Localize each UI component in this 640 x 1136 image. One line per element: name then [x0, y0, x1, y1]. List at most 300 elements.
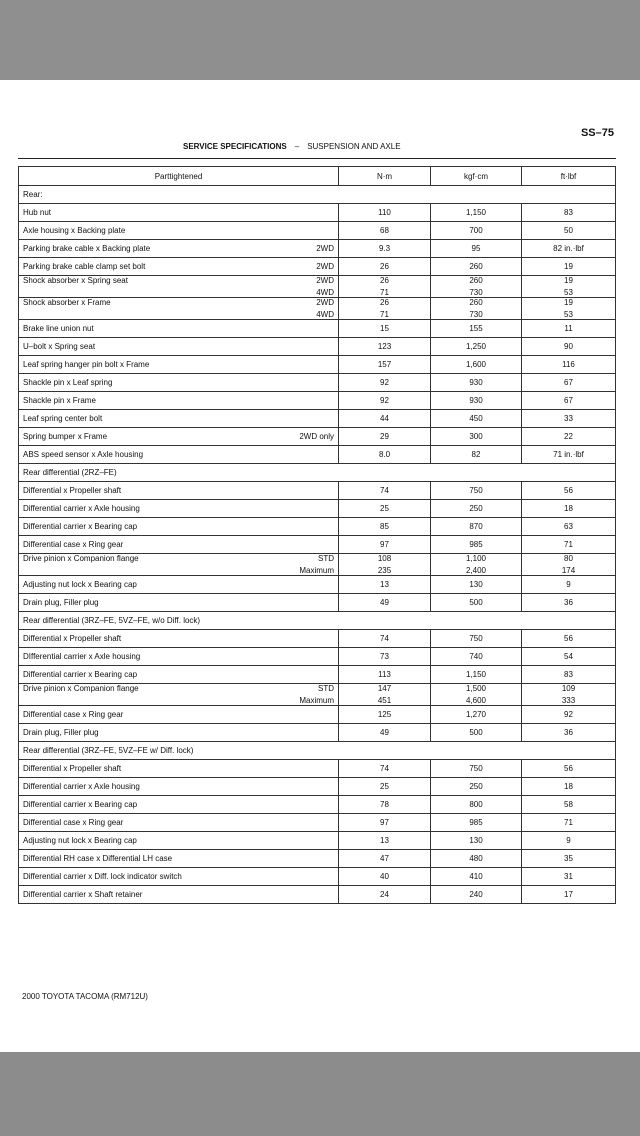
- part-name: DIfferential carrier x Axle housing: [23, 652, 141, 661]
- table-row: [19, 684, 616, 706]
- header-title: SERVICE SPECIFICATIONS: [183, 142, 287, 151]
- part-line: [23, 872, 334, 881]
- table-body: [19, 186, 616, 904]
- table-row: [19, 706, 616, 724]
- part-line: [23, 696, 334, 705]
- kgf-cell: [431, 338, 522, 356]
- nm-cell: [339, 446, 431, 464]
- nm-cell: [339, 518, 431, 536]
- value: 13: [380, 836, 389, 845]
- part-name: Differential carrier x Axle housing: [23, 782, 140, 791]
- section-row: [19, 742, 616, 760]
- ftlbf-cell: [522, 428, 616, 446]
- kgf-cell: [431, 630, 522, 648]
- kgf-cell: [431, 374, 522, 392]
- part-line: [23, 432, 334, 441]
- value: 116: [562, 360, 575, 369]
- nm-cell: [339, 536, 431, 554]
- value: 250: [469, 782, 483, 791]
- part-name: Leaf spring center bolt: [23, 414, 103, 423]
- kgf-cell: [431, 428, 522, 446]
- kgf-cell: [431, 814, 522, 832]
- nm-cell: [339, 684, 431, 706]
- ftlbf-cell: [522, 886, 616, 904]
- value: 71: [380, 310, 389, 319]
- kgf-cell: [431, 518, 522, 536]
- kgf-cell: [431, 258, 522, 276]
- nm-cell: [339, 868, 431, 886]
- value: 73: [380, 652, 389, 661]
- value: 985: [469, 818, 483, 827]
- nm-cell: [339, 222, 431, 240]
- value: 730: [469, 310, 483, 319]
- nm-cell: [339, 276, 431, 298]
- part-cell: [19, 778, 339, 796]
- value: 108: [377, 554, 392, 563]
- part-line: [23, 450, 334, 459]
- table-row: [19, 778, 616, 796]
- section-row: [19, 186, 616, 204]
- nm-cell: [339, 760, 431, 778]
- part-line: [23, 276, 334, 285]
- header-subtitle: SUSPENSION AND AXLE: [307, 142, 401, 151]
- ftlbf-cell: [522, 410, 616, 428]
- kgf-cell: [431, 648, 522, 666]
- part-line: [23, 634, 334, 643]
- value: 19: [564, 276, 573, 285]
- part-line: [23, 522, 334, 531]
- part-cell: [19, 814, 339, 832]
- value: 92: [380, 378, 389, 387]
- condition: 2WD: [316, 276, 334, 285]
- part-line: [23, 226, 334, 235]
- part-line: [23, 684, 334, 693]
- ftlbf-cell: [522, 482, 616, 500]
- part-cell: [19, 850, 339, 868]
- part-line: [23, 342, 334, 351]
- table-row: [19, 868, 616, 886]
- part-name: Drain plug, Filler plug: [23, 598, 99, 607]
- value: 31: [564, 872, 573, 881]
- part-name: Differential x Propeller shaft: [23, 486, 122, 495]
- part-cell: [19, 630, 339, 648]
- nm-cell: [339, 482, 431, 500]
- torque-spec-table: [18, 166, 616, 904]
- table-header-row: [19, 167, 616, 186]
- part-name: Drive pinion x Companion flange: [23, 554, 139, 563]
- section-label: Rear differential (3RZ–FE, 5VZ–FE w/ Diff. lock): [19, 742, 616, 760]
- part-line: [23, 262, 334, 271]
- ftlbf-cell: [522, 850, 616, 868]
- value: 750: [469, 486, 483, 495]
- kgf-cell: [431, 576, 522, 594]
- value: 33: [564, 414, 573, 423]
- nm-cell: [339, 778, 431, 796]
- value: 1,250: [465, 342, 487, 351]
- nm-cell: [339, 258, 431, 276]
- ftlbf-cell: [522, 204, 616, 222]
- ftlbf-cell: [522, 298, 616, 320]
- footer-model: 2000 TOYOTA TACOMA (RM712U): [22, 992, 148, 1001]
- part-line: [23, 764, 334, 773]
- value: 83: [564, 208, 573, 217]
- value: 17: [564, 890, 573, 899]
- value: 9: [566, 836, 571, 845]
- table-row: [19, 536, 616, 554]
- part-cell: [19, 258, 339, 276]
- table-row: [19, 222, 616, 240]
- value: 8.0: [378, 450, 391, 459]
- nm-cell: [339, 796, 431, 814]
- value: 82 in.·lbf: [553, 244, 584, 253]
- part-name: Brake line union nut: [23, 324, 94, 333]
- condition: 4WD: [316, 310, 334, 319]
- ftlbf-cell: [522, 594, 616, 612]
- kgf-cell: [431, 706, 522, 724]
- part-name: Spring bumper x Frame: [23, 432, 108, 441]
- nm-cell: [339, 356, 431, 374]
- part-name: Drive pinion x Companion flange: [23, 684, 139, 693]
- document-page: [0, 80, 640, 1052]
- value: 26: [380, 276, 389, 285]
- condition: STD: [318, 554, 334, 563]
- value: 1,100: [465, 554, 487, 563]
- kgf-cell: [431, 760, 522, 778]
- table-row: [19, 446, 616, 464]
- part-line: [23, 728, 334, 737]
- value: 25: [380, 504, 389, 513]
- condition: 2WD: [316, 244, 334, 253]
- value: 235: [377, 566, 392, 575]
- value: 730: [469, 288, 483, 297]
- part-line: [23, 800, 334, 809]
- section-label: Rear differential (3RZ–FE, 5VZ–FE, w/o Diff. lock): [19, 612, 616, 630]
- value: 25: [380, 782, 389, 791]
- kgf-cell: [431, 320, 522, 338]
- value: 480: [469, 854, 483, 863]
- ftlbf-cell: [522, 392, 616, 410]
- nm-cell: [339, 298, 431, 320]
- value: 24: [380, 890, 389, 899]
- part-line: [23, 854, 334, 863]
- nm-cell: [339, 886, 431, 904]
- part-cell: [19, 648, 339, 666]
- value: 260: [469, 262, 483, 271]
- part-name: Leaf spring hanger pin bolt x Frame: [23, 360, 150, 369]
- value: 80: [564, 554, 573, 563]
- section-header: [183, 142, 401, 151]
- value: 740: [469, 652, 483, 661]
- nm-cell: [339, 666, 431, 684]
- table-row: [19, 482, 616, 500]
- section-row: [19, 612, 616, 630]
- table-row: [19, 500, 616, 518]
- part-cell: [19, 204, 339, 222]
- ftlbf-cell: [522, 374, 616, 392]
- table-row: [19, 886, 616, 904]
- ftlbf-cell: [522, 724, 616, 742]
- value: 53: [564, 288, 573, 297]
- condition: 4WD: [316, 288, 334, 297]
- part-cell: [19, 338, 339, 356]
- value: 92: [380, 396, 389, 405]
- condition: Maximum: [299, 566, 334, 575]
- ftlbf-cell: [522, 666, 616, 684]
- value: 58: [564, 800, 573, 809]
- part-line: [23, 504, 334, 513]
- value: 36: [564, 728, 573, 737]
- value: 240: [469, 890, 483, 899]
- part-line: [23, 890, 334, 899]
- value: 451: [377, 696, 392, 705]
- section-label: Rear differential (2RZ–FE): [19, 464, 616, 482]
- nm-cell: [339, 500, 431, 518]
- value: 63: [564, 522, 573, 531]
- part-name: Differential carrier x Bearing cap: [23, 800, 138, 809]
- part-cell: [19, 868, 339, 886]
- value: 47: [380, 854, 389, 863]
- top-gray-bar: [0, 0, 640, 80]
- value: 18: [564, 782, 573, 791]
- part-name: Differential case x Ring gear: [23, 818, 124, 827]
- value: 56: [564, 764, 573, 773]
- value: 74: [380, 764, 389, 773]
- part-cell: [19, 240, 339, 258]
- value: 71: [564, 818, 573, 827]
- part-line: [23, 414, 334, 423]
- condition: Maximum: [299, 696, 334, 705]
- kgf-cell: [431, 276, 522, 298]
- value: 1,150: [465, 208, 487, 217]
- table-row: [19, 356, 616, 374]
- table-row: [19, 392, 616, 410]
- value: 67: [564, 378, 573, 387]
- value: 19: [564, 298, 573, 307]
- ftlbf-cell: [522, 576, 616, 594]
- ftlbf-cell: [522, 338, 616, 356]
- part-cell: [19, 482, 339, 500]
- value: 13: [380, 580, 389, 589]
- col-header-kgf: kgf·cm: [431, 167, 522, 186]
- value: 750: [469, 764, 483, 773]
- kgf-cell: [431, 500, 522, 518]
- part-name: Differential carrier x Shaft retainer: [23, 890, 143, 899]
- nm-cell: [339, 554, 431, 576]
- value: 18: [564, 504, 573, 513]
- value: 800: [469, 800, 483, 809]
- value: 85: [380, 522, 389, 531]
- part-line: [23, 554, 334, 563]
- part-cell: [19, 886, 339, 904]
- table-row: [19, 276, 616, 298]
- part-name: Differential carrier x Axle housing: [23, 504, 140, 513]
- kgf-cell: [431, 868, 522, 886]
- part-cell: [19, 666, 339, 684]
- col-header-nm: N·m: [339, 167, 431, 186]
- value: 44: [380, 414, 389, 423]
- value: 450: [469, 414, 483, 423]
- kgf-cell: [431, 724, 522, 742]
- nm-cell: [339, 320, 431, 338]
- part-cell: [19, 518, 339, 536]
- value: 260: [469, 276, 483, 285]
- part-line: [23, 710, 334, 719]
- part-name: Differential x Propeller shaft: [23, 634, 122, 643]
- kgf-cell: [431, 240, 522, 258]
- kgf-cell: [431, 410, 522, 428]
- part-name: Shock absorber x Frame: [23, 298, 111, 307]
- value: 67: [564, 396, 573, 405]
- ftlbf-cell: [522, 356, 616, 374]
- ftlbf-cell: [522, 814, 616, 832]
- section-row: [19, 464, 616, 482]
- table-row: [19, 258, 616, 276]
- table-row: [19, 760, 616, 778]
- value: 54: [564, 652, 573, 661]
- part-cell: [19, 500, 339, 518]
- nm-cell: [339, 392, 431, 410]
- part-line: [23, 566, 334, 575]
- kgf-cell: [431, 356, 522, 374]
- value: 750: [469, 634, 483, 643]
- part-name: Differential carrier x Bearing cap: [23, 670, 138, 679]
- part-name: Differential RH case x Differential LH case: [23, 854, 173, 863]
- part-name: Shackle pin x Leaf spring: [23, 378, 113, 387]
- value: 9: [566, 580, 571, 589]
- table-row: [19, 240, 616, 258]
- part-cell: [19, 298, 339, 320]
- value: 78: [380, 800, 389, 809]
- nm-cell: [339, 706, 431, 724]
- value: 125: [377, 710, 392, 719]
- value: 97: [380, 818, 389, 827]
- table-row: [19, 374, 616, 392]
- table-row: [19, 576, 616, 594]
- ftlbf-cell: [522, 778, 616, 796]
- value: 147: [377, 684, 392, 693]
- value: 50: [564, 226, 573, 235]
- nm-cell: [339, 724, 431, 742]
- part-line: [23, 298, 334, 307]
- part-name: Axle housing x Backing plate: [23, 226, 126, 235]
- table-row: [19, 428, 616, 446]
- kgf-cell: [431, 850, 522, 868]
- table-row: [19, 338, 616, 356]
- kgf-cell: [431, 536, 522, 554]
- table-row: [19, 796, 616, 814]
- kgf-cell: [431, 684, 522, 706]
- part-line: [23, 244, 334, 253]
- value: 92: [564, 710, 573, 719]
- nm-cell: [339, 204, 431, 222]
- part-cell: [19, 276, 339, 298]
- value: 15: [380, 324, 389, 333]
- part-name: Differential carrier x Diff. lock indicator switch: [23, 872, 182, 881]
- part-line: [23, 818, 334, 827]
- kgf-cell: [431, 832, 522, 850]
- part-line: [23, 396, 334, 405]
- nm-cell: [339, 374, 431, 392]
- part-name: Differential carrier x Bearing cap: [23, 522, 138, 531]
- value: 930: [469, 396, 483, 405]
- part-line: [23, 836, 334, 845]
- table-row: [19, 594, 616, 612]
- table-row: [19, 320, 616, 338]
- part-name: Adjusting nut lock x Bearing cap: [23, 580, 137, 589]
- value: 74: [380, 486, 389, 495]
- table-row: [19, 518, 616, 536]
- ftlbf-cell: [522, 320, 616, 338]
- part-cell: [19, 536, 339, 554]
- condition: 2WD: [316, 298, 334, 307]
- nm-cell: [339, 814, 431, 832]
- part-line: [23, 652, 334, 661]
- part-line: [23, 540, 334, 549]
- value: 870: [469, 522, 483, 531]
- value: 82: [471, 450, 481, 459]
- kgf-cell: [431, 446, 522, 464]
- ftlbf-cell: [522, 258, 616, 276]
- part-line: [23, 208, 334, 217]
- part-name: Drain plug, Filler plug: [23, 728, 99, 737]
- value: 110: [378, 208, 391, 217]
- value: 410: [469, 872, 483, 881]
- table-row: [19, 814, 616, 832]
- nm-cell: [339, 648, 431, 666]
- ftlbf-cell: [522, 554, 616, 576]
- value: 56: [564, 634, 573, 643]
- table-row: [19, 850, 616, 868]
- value: 2,400: [465, 566, 487, 575]
- table-row: [19, 832, 616, 850]
- part-line: [23, 670, 334, 679]
- kgf-cell: [431, 298, 522, 320]
- table-row: [19, 648, 616, 666]
- part-cell: [19, 222, 339, 240]
- condition: 2WD: [316, 262, 334, 271]
- value: 36: [564, 598, 573, 607]
- part-name: U–bolt x Spring seat: [23, 342, 96, 351]
- table-row: [19, 630, 616, 648]
- value: 500: [469, 728, 483, 737]
- part-line: [23, 324, 334, 333]
- value: 68: [380, 226, 389, 235]
- value: 1,150: [465, 670, 487, 679]
- nm-cell: [339, 594, 431, 612]
- part-line: [23, 486, 334, 495]
- part-cell: [19, 594, 339, 612]
- ftlbf-cell: [522, 240, 616, 258]
- part-name: ABS speed sensor x Axle housing: [23, 450, 144, 459]
- ftlbf-cell: [522, 276, 616, 298]
- ftlbf-cell: [522, 648, 616, 666]
- value: 56: [564, 486, 573, 495]
- value: 26: [380, 262, 389, 271]
- ftlbf-cell: [522, 796, 616, 814]
- header-dash: –: [294, 142, 300, 151]
- nm-cell: [339, 850, 431, 868]
- ftlbf-cell: [522, 446, 616, 464]
- value: 985: [469, 540, 483, 549]
- part-cell: [19, 576, 339, 594]
- value: 250: [469, 504, 483, 513]
- part-cell: [19, 706, 339, 724]
- page-code: SS–75: [580, 127, 614, 139]
- value: 11: [564, 324, 573, 333]
- part-name: Shock absorber x Spring seat: [23, 276, 128, 285]
- kgf-cell: [431, 482, 522, 500]
- part-cell: [19, 410, 339, 428]
